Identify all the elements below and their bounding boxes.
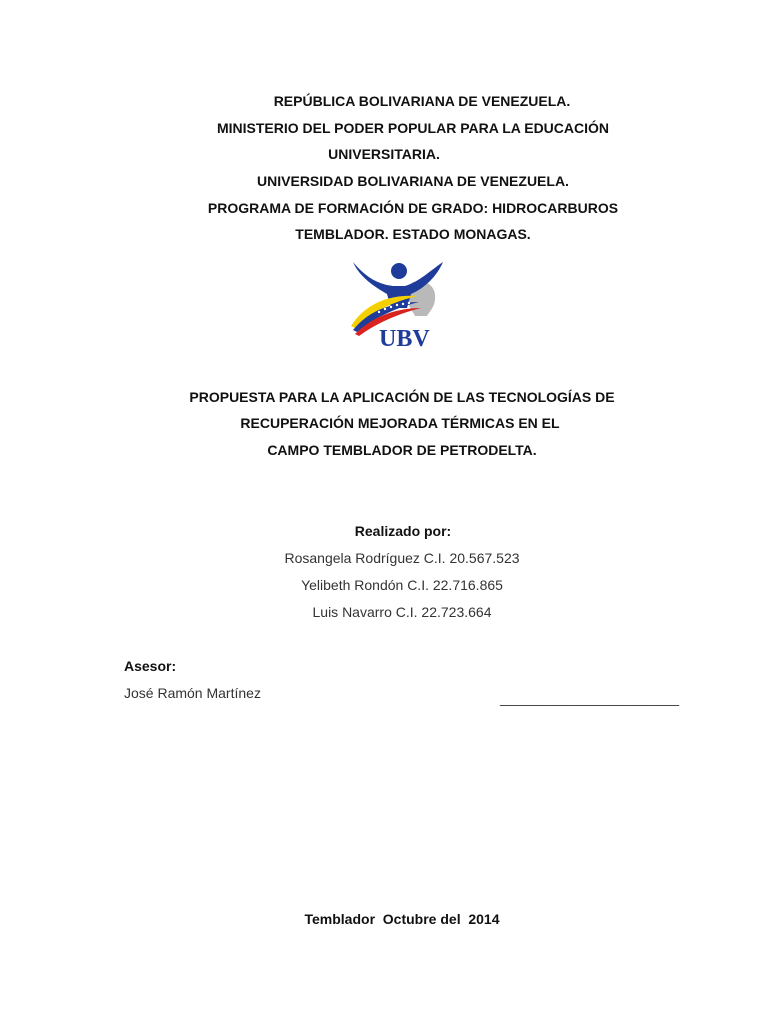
logo-text: UBV <box>379 326 430 350</box>
author-1: Rosangela Rodríguez C.I. 20.567.523 <box>284 550 520 566</box>
advisor-label: Asesor: <box>124 658 177 674</box>
ubv-logo-icon <box>345 256 451 350</box>
advisor-name: José Ramón Martínez <box>124 685 261 701</box>
header-line-3: UNIVERSITARIA. <box>328 146 440 162</box>
header-line-4: UNIVERSIDAD BOLIVARIANA DE VENEZUELA. <box>257 173 569 189</box>
header-line-1: REPÚBLICA BOLIVARIANA DE VENEZUELA. <box>273 93 571 109</box>
author-2: Yelibeth Rondón C.I. 22.716.865 <box>301 577 503 593</box>
header-line-5: PROGRAMA DE FORMACIÓN DE GRADO: HIDROCARBUROS <box>207 200 619 216</box>
author-3: Luis Navarro C.I. 22.723.664 <box>312 604 492 620</box>
title-line-1: PROPUESTA PARA LA APLICACIÓN DE LAS TECNOLOGÍAS DE <box>189 389 615 405</box>
authors-label: Realizado por: <box>354 523 452 539</box>
header-line-6: TEMBLADOR. ESTADO MONAGAS. <box>295 226 531 242</box>
title-line-3: CAMPO TEMBLADOR DE PETRODELTA. <box>267 442 537 458</box>
place-date: Temblador Octubre del 2014 <box>304 911 500 927</box>
signature-line: _______________________ <box>500 690 680 706</box>
header-line-2: MINISTERIO DEL PODER POPULAR PARA LA EDUCACIÓN <box>216 120 610 136</box>
title-line-2: RECUPERACIÓN MEJORADA TÉRMICAS EN EL <box>240 415 560 431</box>
